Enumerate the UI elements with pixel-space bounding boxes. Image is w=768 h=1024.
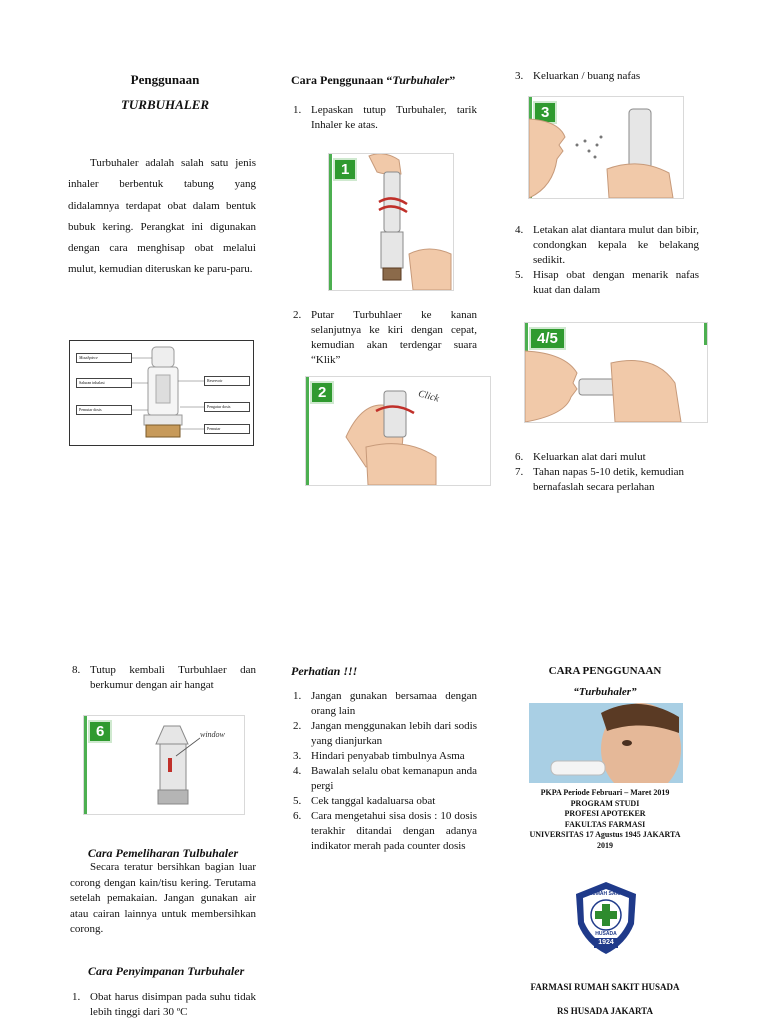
step-8-number: 8. [72,664,81,676]
perhatian-list [293,689,477,854]
perhatian-item-text: Jangan menggunakan lebih dari sodis yang dianjurkan [311,720,477,747]
perhatian-item-1 [293,689,477,719]
step-7-number: 7. [515,466,524,478]
cover-info-line: FAKULTAS FARMASI [564,819,646,829]
storage-item-1-text: Obat harus disimpan pada suhu tidak lebih tinggi dari 30 ºC [90,991,256,1018]
step-7 [515,465,699,495]
step-2-badge: 2 [310,381,334,404]
step-2 [293,308,477,368]
perhatian-item-text: Hindari penyabab timbulnya Asma [311,750,465,762]
step-8 [72,663,256,693]
step-5 [515,268,699,298]
step-4-text: Letakan alat diantara mulut dan bibir, condongkan kepala ke belakang sedikit. [533,224,699,266]
step-2-drawing [306,377,490,485]
perhatian-title: Perhatian !!! [291,664,358,678]
perhatian-item-4 [293,764,477,794]
perhatian-item-text: Cek tanggal kadaluarsa obat [311,795,436,807]
storage-item-1-number: 1. [72,991,81,1003]
husada-logo [574,880,638,956]
cover-info-line: PROGRAM STUDI [570,798,640,808]
window-label: window [200,730,225,739]
heading-cara-penggunaan [291,72,491,88]
step-1-badge: 1 [333,158,357,181]
intro-paragraph: Turbuhaler adalah salah satu jenis inhaler berbentuk tabung yang didalamnya terdapat obat dalam bentuk bubuk kering. Perangkat ini digunakan dengan cara menghisap obat melalui mulut, kemudian diteruskan ke paru-paru. [68,157,256,276]
heading-emphasis: Turbuhaler [392,73,450,87]
cover-photo [529,703,683,783]
storage-item-1 [72,990,256,1020]
cover-info-line: PKPA Periode Februari – Maret 2019 [540,788,670,797]
step-3-text: Keluarkan / buang nafas [533,70,641,82]
click-label: Click [416,388,441,405]
maintenance-text: Secara teratur bersihkan bagian luar corong dengan kain/tisu kering. Terutama setelah pemakaian. Jangan gunakan air atau cairan lainnya untuk membersihkan corong. [70,861,256,935]
step-1 [293,103,477,133]
perhatian-item-number: 4. [293,765,302,777]
step-4-number: 4. [515,224,524,236]
step-3-number: 3. [515,70,524,82]
logo-bottom-text: HUSADA [595,931,617,937]
perhatian-item-number: 1. [293,690,302,702]
perhatian-item-number: 2. [293,720,302,732]
step-6-text: Keluarkan alat dari mulut [533,451,646,463]
step-8-badge: 6 [88,720,112,743]
step-5-number: 5. [515,269,524,281]
step-1-text: Lepaskan tutup Turbuhaler, tarik Inhaler ke atas. [311,104,477,131]
title-turbuhaler: TURBUHALER [120,97,210,112]
step-45-drawing [525,323,707,422]
diagram-label-reservoir: Reservoir [204,376,250,386]
perhatian-item-text: Bawalah selalu obat kemanapun anda pergi [311,765,477,792]
perhatian-item-number: 5. [293,795,302,807]
step-4 [515,223,699,268]
step-1-image [328,153,454,291]
cover-subtitle: “Turbuhaler” [573,686,637,698]
perhatian-item-2 [293,719,477,749]
perhatian-item-5 [293,794,477,809]
cover-info-line: UNIVERSITAS 17 Agustus 1945 JAKARTA [529,830,681,839]
logo-top-text: RUMAH SAKIT [588,891,624,897]
step-2-image [305,376,491,486]
step-3-image [528,96,684,199]
perhatian-item-number: 6. [293,810,302,822]
maintenance-title: Cara Pemeliharan Tulbuhaler [87,846,239,860]
step-8-image [83,715,245,815]
storage-title: Cara Penyimpanan Turbuhaler [88,964,245,978]
title-penggunaan: Penggunaan [130,72,200,87]
step-2-number: 2. [293,309,302,321]
cover-info [510,788,700,851]
step-8-text: Tutup kembali Turbuhlaer dan berkumur dengan air hangat [90,664,256,691]
cover-title: CARA PENGGUNAAN [548,665,662,677]
perhatian-item-3 [293,749,477,764]
diagram-label-pemutar: Pemutar [204,424,250,434]
turbuhaler-diagram [69,340,254,446]
step-6 [515,450,699,465]
step-7-text: Tahan napas 5-10 detik, kemudian bernafaslah secara perlahan [533,466,685,493]
diagram-label-mouthpiece: Mouthpiece [76,353,132,363]
cover-info-line: 2019 [597,840,613,850]
diagram-label-pengatur-dosis: Pengatur dosis [204,402,250,412]
step-3 [515,69,699,84]
step-1-number: 1. [293,104,302,116]
step-1-drawing [329,154,453,290]
step-5-text: Hisap obat dengan menarik nafas kuat dan dalam [533,269,699,296]
perhatian-item-6 [293,809,477,854]
step-3-drawing [529,97,683,198]
perhatian-item-number: 3. [293,750,302,762]
footer-farmasi: FARMASI RUMAH SAKIT HUSADA [530,982,680,992]
heading-prefix: Cara Penggunaan “ [291,73,393,87]
heading-suffix: ” [449,73,456,87]
cover-photo-drawing [529,703,683,783]
perhatian-item-text: Cara mengetahui sisa dosis : 10 dosis terakhir ditandai dengan adanya indikator merah pada counter dosis [311,810,477,852]
step-45-image [524,322,708,423]
logo-year: 1924 [598,939,614,946]
footer-rs-husada: RS HUSADA JAKARTA [556,1006,654,1016]
perhatian-item-text: Jangan gunakan bersamaa dengan orang lain [311,690,477,717]
diagram-label-saluran: Saluran inhalasi [76,378,132,388]
step-2-text: Putar Turbuhlaer ke kanan selanjutnya ke kiri dengan cepat, kemudian akan terdengar suara “Klik” [311,309,477,366]
step-45-badge: 4/5 [529,327,566,350]
step-3-badge: 3 [533,101,557,124]
diagram-label-pemutar-dosis: Pemutar dosis [76,405,132,415]
cover-info-line: PROFESI APOTEKER [564,809,646,818]
step-6-number: 6. [515,451,524,463]
